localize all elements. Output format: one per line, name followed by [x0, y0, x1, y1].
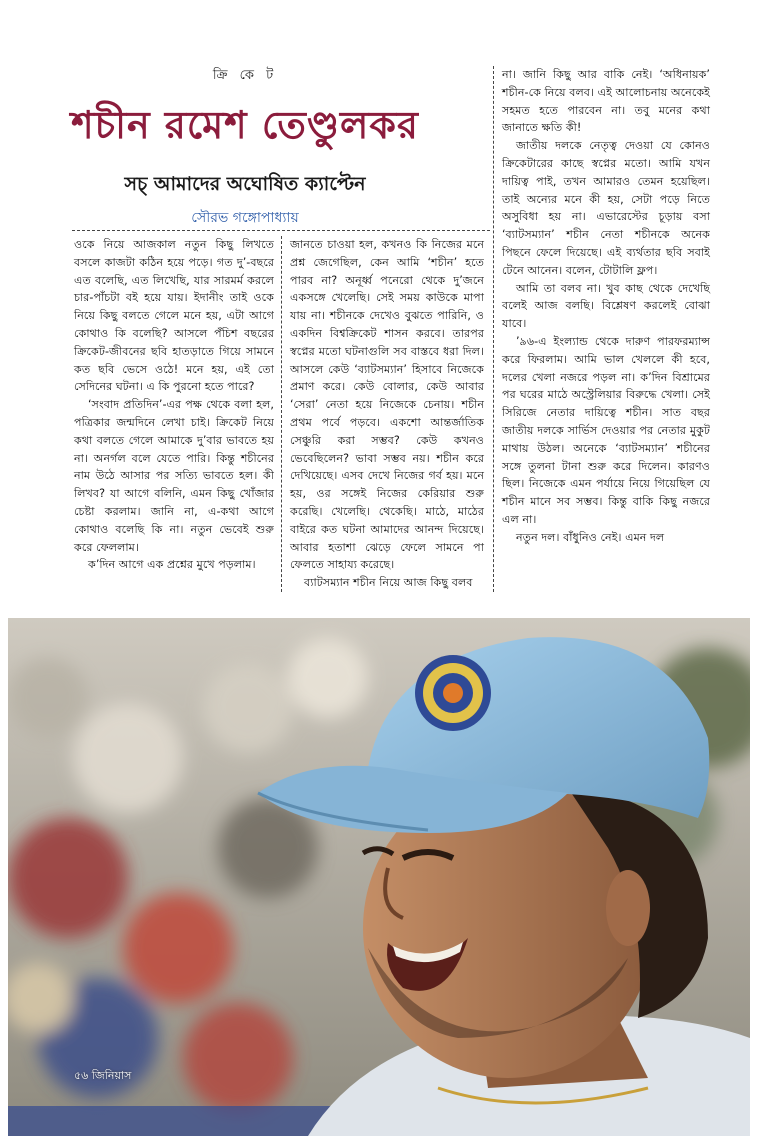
paragraph: জাতীয় দলকে নেতৃত্ব দেওয়া যে কোনও ক্রিকেটারের কাছে স্বপ্নের মতো। আমি যখন দায়িত্ব পাই, তখন আমারও তেমন হয়েছিল। তাই অন্যের মনে কী হয়, সেটা পড়ে নিতে অসুবিধা হয় না। এভারেস্টের চূড়ায় বসা ‘ব্যাটসম্যান’ শচীন নেতা শচীনকে অনেক পিছনে ফেলে দিয়েছে। এই ব্যর্থতার ছবি সবাই টেনে আনেন। বলেন, টোটালি ফ্লপ।	[502, 139, 710, 277]
column-divider	[493, 66, 494, 592]
headline: শচীন রমেশ তেণ্ডুলকর	[71, 103, 419, 147]
paragraph: ব্যাটসম্যান শচীন নিয়ে আজ কিছু বলব	[304, 576, 473, 590]
paragraph: ‘সংবাদ প্রতিদিন’-এর পক্ষ থেকে বলা হল, পত্রিকার জন্মদিনে লেখা চাই। ক্রিকেট নিয়ে কথা বলতে গেলে আমাকে দু’বার ভাবতে হয় না। অনর্গল বলে যেতে পারি। কিন্তু শচীনের নাম উঠে আসার পর সত্যি ভাবতে হল। কী লিখব? যা আগে বলিনি, এমন কিছু খোঁজার চেষ্টা করলাম। জানি না, এ-কথা আগে কোথাও বলেছি কি না। নতুন ভেবেই শুরু করে ফেললাম।	[74, 398, 274, 554]
paragraph: নতুন দল। বাঁধুনিও নেই। এমন দল	[516, 530, 665, 544]
paragraph: না। জানি কিছু আর বাকি নেই। ‘অধিনায়ক’ শচীন-কে নিয়ে বলব। এই আলোচনায় অনেকেই সহমত হতে পারবেন না। তবু মনের কথা জানাতে ক্ষতি কী!	[502, 68, 710, 135]
subtitle: সচ্ আমাদের অঘোষিত ক্যাপ্টেন	[124, 173, 366, 195]
column-divider	[281, 236, 282, 592]
paragraph: জানতে চাওয়া হল, কখনও কি নিজের মনে প্রশ্ন জেগেছিল, কেন আমি ‘শচীন’ হতে পারব না? অনূর্ধ্ব পনেরো থেকে দু’জনে একসঙ্গে খেলেছি। সেই সময় কাউকে মাপা যায় না। শচীনকে দেখেও বুঝতে পারিনি, ও একদিন বিশ্বক্রিকেট শাসন করবে। তারপর স্বপ্নের মতো ঘটনাগুলি সব বাস্তবে ধরা দিল। আসলে কেউ ‘ব্যাটসম্যান’ হিসাবে নিজেকে প্রমাণ করে। কেউ বোলার, কেউ আবার ‘সেরা’ নেতা হয়ে নিজেকে চেনায়। শচীন প্রথম পর্বে পড়বে। একশো আন্তর্জাতিক সেঞ্চুরি করা সম্ভব? কেউ কখনও ভেবেছিলেন? ভাবা সম্ভব নয়। শচীন করে দেখিয়েছে। এসব দেখে নিজের গর্ব হয়। মনে হয়, ওর সঙ্গেই নিজের কেরিয়ার শুরু করেছি। খেলেছি। থেকেছি। মাঠে, মাঠের বাইরে কত ঘটনা আমাদের আনন্দ দিয়েছে। আবার হতাশা ঝেড়ে ফেলে সামনে পা ফেলতে সাহায্য করেছে।	[290, 238, 484, 572]
page-footer: ৫৬ জিনিয়াস	[74, 1069, 132, 1082]
article-column-2	[290, 236, 484, 592]
paragraph: ’৯৬-এ ইংল্যান্ড থেকে দারুণ পারফরম্যান্স করে ফিরলাম। আমি ভাল খেললে কী হবে, দলের খেলা নজরে পড়ল না। ক’দিন বিশ্রামের পর ঘরের মাঠে অস্ট্রেলিয়ার বিরুদ্ধে খেলা। সেই সিরিজে নেতার দায়িত্বে শচীন। সাত বছর জাতীয় দলকে সার্ভিস দেওয়ার পর নেতার মুকুট মাথায় উঠল। অনেকে ‘ব্যাটসম্যান’ শচীনের সঙ্গে তুলনা টানা শুরু করে দিলেন। কারণও ছিল। নিজেকে এমন পর্যায়ে নিয়ে গিয়েছিল যে শচীন মানে সব সম্ভব। কিন্তু বাকি কিছু নজরে এল না।	[502, 334, 710, 526]
paragraph: আমি তা বলব না। খুব কাছ থেকে দেখেছি বলেই আজ বলছি। বিশ্লেষণ করলেই বোঝা যাবে।	[502, 281, 710, 331]
paragraph: ওকে নিয়ে আজকাল নতুন কিছু লিখতে বসলে কাজটা কঠিন হয়ে পড়ে। গত দু’-বছরে এত বলেছি, এত লিখেছি, যার সারমর্ম করলে চার-পাঁচটা বই হয়ে যায়। ইদানীং তাই ওকে নিয়ে কিছু বলতে গেলে মনে হয়, এটা আগে কোথাও কি বলেছি? আসলে পঁচিশ বছরের ক্রিকেট-জীবনের ছবি হাতড়াতে গিয়ে সামনে কত ছবি ভেসে ওঠে! মনে হয়, এই তো সেদিনের ঘটনা। এ কি পুরনো হতে পারে?	[74, 238, 274, 394]
cricketer-photo	[8, 618, 750, 1136]
byline: সৌরভ গঙ্গোপাধ্যায়	[191, 210, 299, 226]
paragraph: ক’দিন আগে এক প্রশ্নের মুখে পড়লাম।	[88, 558, 256, 572]
article-column-3	[502, 66, 710, 547]
section-label: ক্রি কে ট	[212, 68, 278, 83]
article-column-1	[74, 236, 274, 574]
header-divider	[72, 230, 490, 231]
